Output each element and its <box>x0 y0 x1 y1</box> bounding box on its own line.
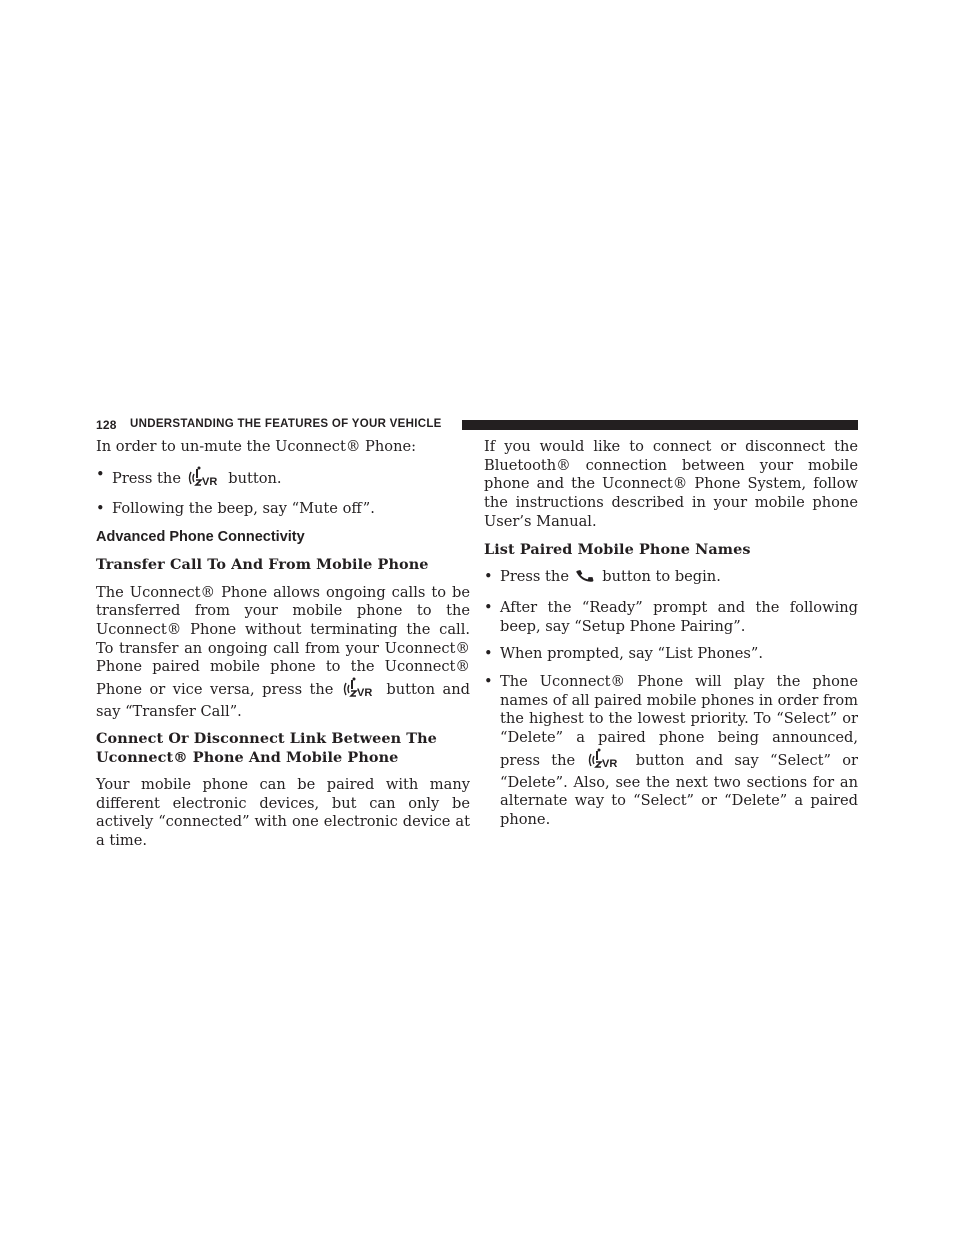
list-item <box>484 568 858 590</box>
bullet-text: After the “Ready” prompt and the following beep, say “Setup Phone Pairing”. <box>500 598 858 635</box>
voice-command-icon <box>188 466 222 492</box>
voice-command-icon <box>588 748 622 774</box>
bullet-dot: • <box>484 673 493 691</box>
list-item <box>96 500 470 519</box>
right-column <box>484 438 858 830</box>
phone-icon <box>576 568 596 590</box>
svg-text:VR: VR <box>602 757 618 768</box>
bullet-text: Press the button to begin. <box>500 568 858 590</box>
subsection-heading: Connect Or Disconnect Link Between The Uconnect® Phone And Mobile Phone <box>96 730 437 767</box>
bullet-text: The Uconnect® Phone will play the phone names of all paired mobile phones in order from the highest to the lowest priority. To “Select” or “Delete” a paired phone being announced, press the VR button and say “Select” or “Delete”. Also, see the next two sections for an alternate way to “Select” or “Delete” a paired phone. <box>500 673 858 828</box>
bullet-dot: • <box>484 568 493 586</box>
left-column <box>96 438 470 851</box>
list-item <box>96 466 470 492</box>
bullet-text: Following the beep, say “Mute off”. <box>112 500 375 518</box>
svg-text:VR: VR <box>201 475 217 486</box>
transfer-call-paragraph: The Uconnect® Phone allows ongoing calls to be transferred from your mobile phone to the Uconnect® Phone without terminating the call. To transfer an ongoing call from your Uconnect® Phone paired mobile phone to the Uconnect® Phone or vice versa, press the VR button and say “Transfer Call”. <box>96 583 470 720</box>
section-heading: Advanced Phone Connectivity <box>96 529 305 546</box>
subsection-heading: List Paired Mobile Phone Names <box>484 540 751 558</box>
list-item <box>484 673 858 830</box>
bullet-text: Press the VR button. <box>112 466 470 492</box>
bullet-dot: • <box>484 645 493 663</box>
bullet-dot: • <box>96 465 105 483</box>
bullet-text: When prompted, say “List Phones”. <box>500 645 763 663</box>
paired-devices-paragraph: Your mobile phone can be paired with many different electronic devices, but can only be actively “connected” with one electronic device at a time. <box>96 775 470 849</box>
unmute-intro: In order to un-mute the Uconnect® Phone: <box>96 438 417 455</box>
bullet-dot: • <box>96 500 105 518</box>
svg-text:VR: VR <box>356 687 373 698</box>
page-number: 128 <box>96 418 117 432</box>
voice-command-icon <box>343 677 377 703</box>
list-item <box>484 645 858 664</box>
list-item <box>484 599 858 636</box>
bluetooth-connect-paragraph: If you would like to connect or disconnect the Bluetooth® connection between your mobile phone and the Uconnect® Phone System, follow the instructions described in your mobile phone User’s Manual. <box>484 438 858 530</box>
page-header <box>96 416 858 434</box>
header-rule <box>462 420 858 430</box>
chapter-title: UNDERSTANDING THE FEATURES OF YOUR VEHICLE <box>130 418 442 430</box>
bullet-dot: • <box>484 598 493 616</box>
subsection-heading: Transfer Call To And From Mobile Phone <box>96 555 429 573</box>
